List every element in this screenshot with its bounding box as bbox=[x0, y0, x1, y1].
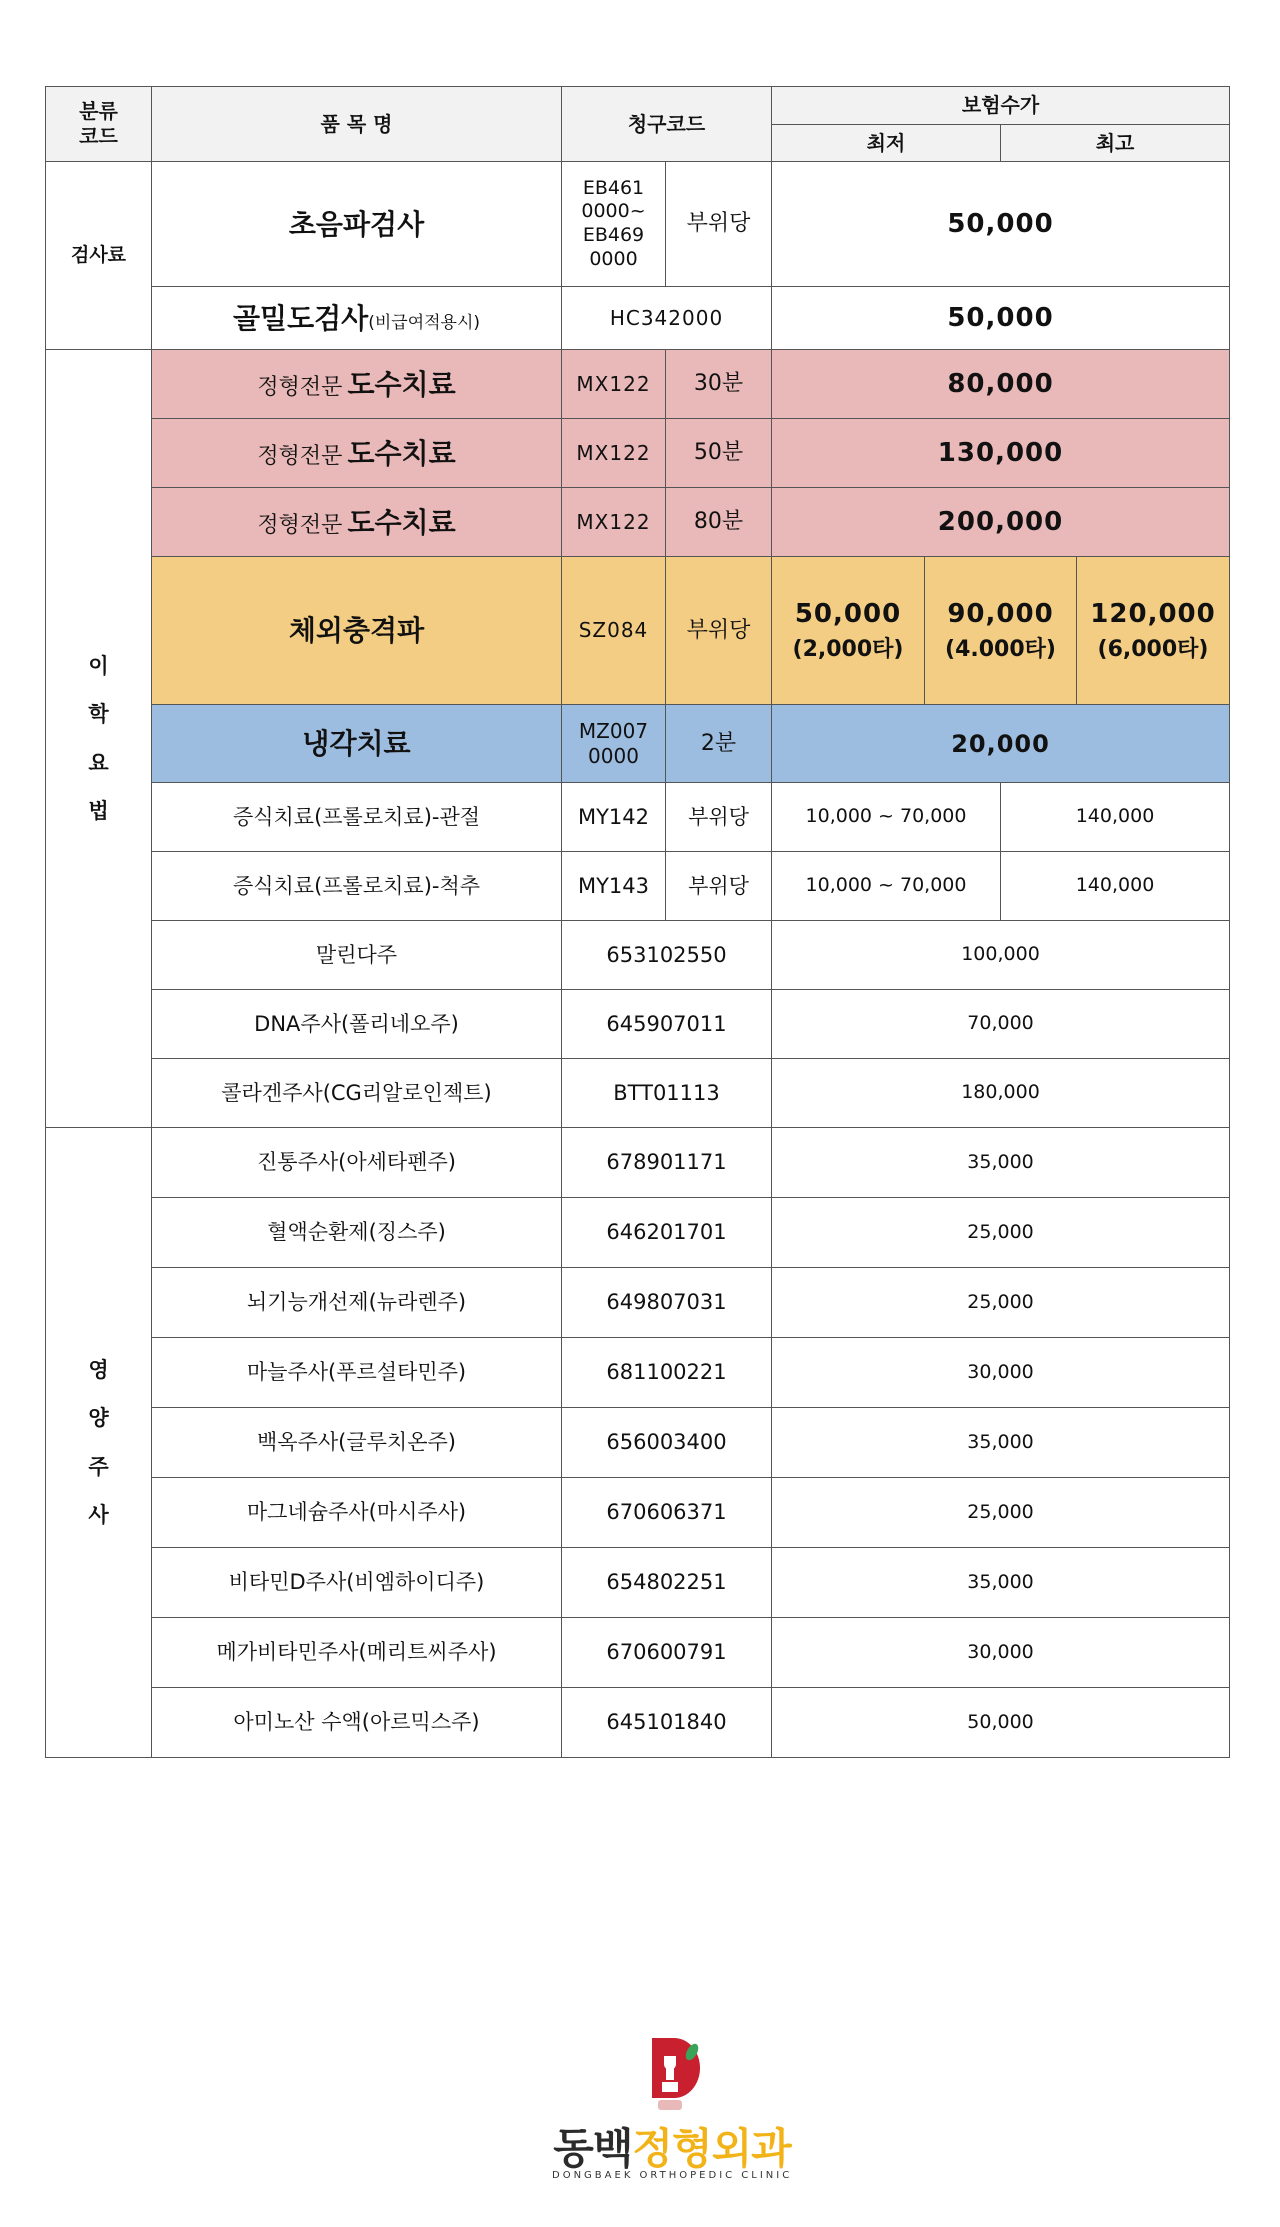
manual-prefix: 정형전문 bbox=[257, 374, 343, 400]
price-injection: 180,000 bbox=[772, 1059, 1230, 1128]
tier-price: 120,000 bbox=[1090, 598, 1216, 629]
manual-name: 도수치료 bbox=[347, 436, 456, 470]
price-min-prolotherapy: 10,000 ~ 70,000 bbox=[772, 852, 1001, 921]
category-nutrition-char: 주 bbox=[88, 1454, 109, 1479]
unit-cryotherapy: 2분 bbox=[666, 705, 772, 783]
item-cryotherapy: 냉각치료 bbox=[152, 705, 562, 783]
manual-name: 도수치료 bbox=[347, 367, 456, 401]
header-max: 최고 bbox=[1001, 125, 1230, 162]
code-injection: BTT01113 bbox=[562, 1059, 772, 1128]
manual-prefix: 정형전문 bbox=[257, 443, 343, 469]
code-manual-therapy: MX122 bbox=[562, 419, 666, 488]
code-nutrition: 670606371 bbox=[562, 1478, 772, 1548]
item-manual-therapy bbox=[152, 488, 562, 557]
unit-prolotherapy: 부위당 bbox=[666, 783, 772, 852]
unit-manual-therapy: 50분 bbox=[666, 419, 772, 488]
clinic-name-part1: 동백 bbox=[553, 2124, 633, 2173]
item-prolotherapy: 증식치료(프롤로치료)-관절 bbox=[152, 783, 562, 852]
code-ultrasound: EB461 0000~ EB469 0000 bbox=[562, 162, 666, 287]
price-max-prolotherapy: 140,000 bbox=[1001, 783, 1230, 852]
item-bone-density bbox=[152, 287, 562, 350]
price-injection: 100,000 bbox=[772, 921, 1230, 990]
clinic-logo-icon bbox=[648, 2034, 704, 2114]
item-injection: 콜라겐주사(CG리알로인젝트) bbox=[152, 1059, 562, 1128]
code-nutrition: 654802251 bbox=[562, 1548, 772, 1618]
price-nutrition: 25,000 bbox=[772, 1478, 1230, 1548]
tier-shots: (4.000타) bbox=[945, 637, 1056, 662]
price-injection: 70,000 bbox=[772, 990, 1230, 1059]
item-manual-therapy bbox=[152, 419, 562, 488]
header-min: 최저 bbox=[772, 125, 1001, 162]
item-prolotherapy: 증식치료(프롤로치료)-척추 bbox=[152, 852, 562, 921]
unit-ultrasound: 부위당 bbox=[666, 162, 772, 287]
price-shockwave-tier-2 bbox=[925, 557, 1077, 705]
header-claim-code: 청구코드 bbox=[562, 87, 772, 162]
price-nutrition: 50,000 bbox=[772, 1688, 1230, 1758]
tier-price: 50,000 bbox=[794, 598, 902, 629]
clinic-subtitle: DONGBAEK ORTHOPEDIC CLINIC bbox=[552, 2170, 793, 2181]
price-shockwave-tier-1 bbox=[772, 557, 925, 705]
price-nutrition: 25,000 bbox=[772, 1268, 1230, 1338]
code-nutrition: 681100221 bbox=[562, 1338, 772, 1408]
fee-table bbox=[45, 86, 1230, 1758]
item-manual-therapy bbox=[152, 350, 562, 419]
price-min-prolotherapy: 10,000 ~ 70,000 bbox=[772, 783, 1001, 852]
bone-density-note: (비급여적용시) bbox=[368, 312, 481, 333]
category-nutrition-char: 사 bbox=[88, 1502, 109, 1527]
code-bone-density: HC342000 bbox=[562, 287, 772, 350]
manual-prefix: 정형전문 bbox=[257, 512, 343, 538]
item-nutrition: 마그네슘주사(마시주사) bbox=[152, 1478, 562, 1548]
code-nutrition: 646201701 bbox=[562, 1198, 772, 1268]
code-nutrition: 678901171 bbox=[562, 1128, 772, 1198]
code-prolotherapy: MY143 bbox=[562, 852, 666, 921]
price-shockwave-tier-3 bbox=[1077, 557, 1230, 705]
header-item-name: 품 목 명 bbox=[152, 87, 562, 162]
tier-price: 90,000 bbox=[947, 598, 1054, 629]
item-shockwave: 체외충격파 bbox=[152, 557, 562, 705]
category-nutrition bbox=[46, 1128, 152, 1758]
price-manual-therapy: 200,000 bbox=[772, 488, 1230, 557]
price-manual-therapy: 80,000 bbox=[772, 350, 1230, 419]
item-ultrasound: 초음파검사 bbox=[152, 162, 562, 287]
price-nutrition: 35,000 bbox=[772, 1548, 1230, 1618]
item-nutrition: 비타민D주사(비엠하이디주) bbox=[152, 1548, 562, 1618]
category-exam: 검사료 bbox=[46, 162, 152, 350]
price-nutrition: 35,000 bbox=[772, 1408, 1230, 1478]
price-nutrition: 35,000 bbox=[772, 1128, 1230, 1198]
category-physio-char: 법 bbox=[88, 798, 109, 823]
item-nutrition: 백옥주사(글루치온주) bbox=[152, 1408, 562, 1478]
code-injection: 645907011 bbox=[562, 990, 772, 1059]
code-nutrition: 649807031 bbox=[562, 1268, 772, 1338]
code-nutrition: 670600791 bbox=[562, 1618, 772, 1688]
tier-shots: (6,000타) bbox=[1097, 637, 1209, 662]
category-physio-char: 요 bbox=[88, 750, 109, 775]
price-nutrition: 30,000 bbox=[772, 1338, 1230, 1408]
price-max-prolotherapy: 140,000 bbox=[1001, 852, 1230, 921]
clinic-logo bbox=[552, 2034, 792, 2184]
item-injection: 말린다주 bbox=[152, 921, 562, 990]
price-manual-therapy: 130,000 bbox=[772, 419, 1230, 488]
category-physio bbox=[46, 350, 152, 1128]
category-nutrition-char: 영 bbox=[88, 1358, 109, 1382]
item-nutrition: 뇌기능개선제(뉴라렌주) bbox=[152, 1268, 562, 1338]
price-nutrition: 25,000 bbox=[772, 1198, 1230, 1268]
item-injection: DNA주사(폴리네오주) bbox=[152, 990, 562, 1059]
code-shockwave: SZ084 bbox=[562, 557, 666, 705]
code-cryotherapy: MZ007 0000 bbox=[562, 705, 666, 783]
item-nutrition: 아미노산 수액(아르믹스주) bbox=[152, 1688, 562, 1758]
bone-density-name: 골밀도검사 bbox=[232, 301, 369, 335]
item-nutrition: 메가비타민주사(메리트씨주사) bbox=[152, 1618, 562, 1688]
tier-shots: (2,000타) bbox=[792, 637, 904, 662]
code-nutrition: 656003400 bbox=[562, 1408, 772, 1478]
clinic-name-part2: 정형외과 bbox=[632, 2124, 791, 2173]
category-physio-char: 이 bbox=[88, 654, 109, 678]
code-manual-therapy: MX122 bbox=[562, 350, 666, 419]
price-cryotherapy: 20,000 bbox=[772, 705, 1230, 783]
code-manual-therapy: MX122 bbox=[562, 488, 666, 557]
clinic-name bbox=[552, 2116, 792, 2176]
unit-manual-therapy: 80분 bbox=[666, 488, 772, 557]
item-nutrition: 마늘주사(푸르설타민주) bbox=[152, 1338, 562, 1408]
unit-prolotherapy: 부위당 bbox=[666, 852, 772, 921]
price-nutrition: 30,000 bbox=[772, 1618, 1230, 1688]
price-bone-density: 50,000 bbox=[772, 287, 1230, 350]
unit-manual-therapy: 30분 bbox=[666, 350, 772, 419]
code-prolotherapy: MY142 bbox=[562, 783, 666, 852]
code-nutrition: 645101840 bbox=[562, 1688, 772, 1758]
header-insurance-fee: 보험수가 bbox=[772, 87, 1230, 125]
price-ultrasound: 50,000 bbox=[772, 162, 1230, 287]
code-injection: 653102550 bbox=[562, 921, 772, 990]
header-category-code: 분류 코드 bbox=[46, 87, 152, 162]
unit-shockwave: 부위당 bbox=[666, 557, 772, 705]
manual-name: 도수치료 bbox=[347, 505, 456, 539]
item-nutrition: 진통주사(아세타펜주) bbox=[152, 1128, 562, 1198]
item-nutrition: 혈액순환제(징스주) bbox=[152, 1198, 562, 1268]
category-nutrition-char: 양 bbox=[88, 1406, 109, 1431]
category-physio-char: 학 bbox=[88, 702, 109, 727]
